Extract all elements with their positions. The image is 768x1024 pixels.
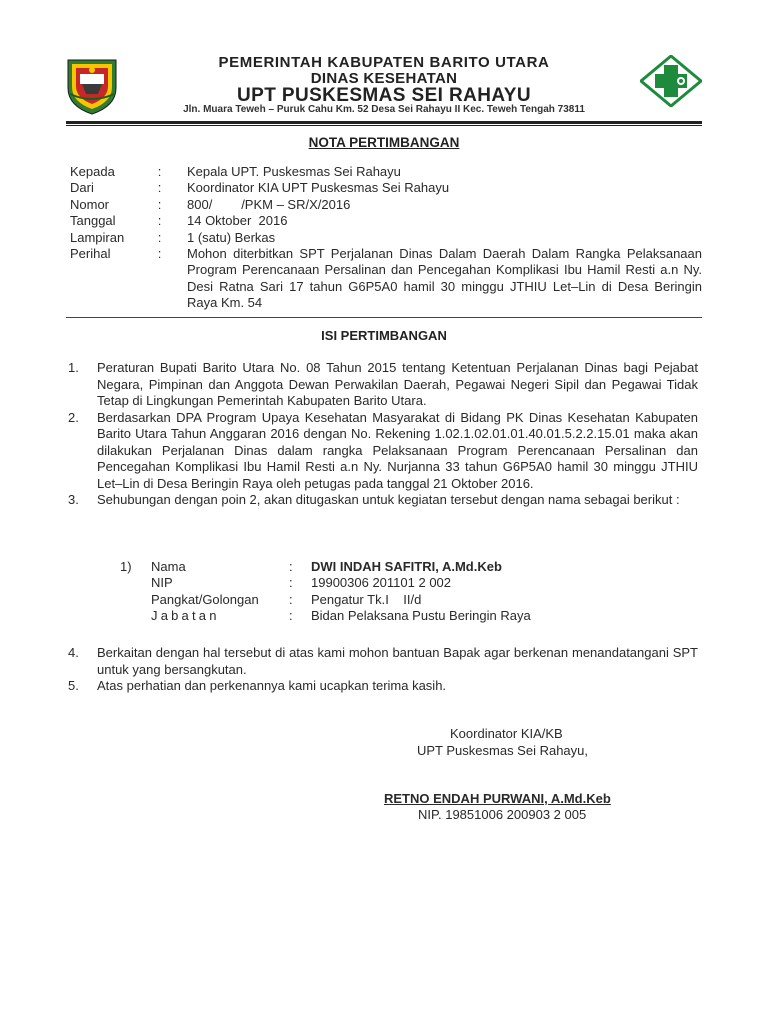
field-label: Tanggal: [70, 213, 116, 229]
list-item: [68, 678, 698, 695]
list-number: 4.: [68, 645, 79, 660]
list-text: Berkaitan dengan hal tersebut di atas kami mohon bantuan Bapak agar berkenan menandatangani SPT untuk yang bersangkutan.: [97, 645, 698, 677]
field-row-tanggal: [70, 213, 702, 229]
field-value: Koordinator KIA UPT Puskesmas Sei Rahayu: [187, 180, 450, 196]
assignee-label: Jabatan: [151, 607, 220, 623]
institution-name: UPT PUSKESMAS SEI RAHAYU: [237, 85, 531, 106]
assignee-colon: :: [289, 559, 293, 574]
list-text: Sehubungan dengan poin 2, akan ditugaskan untuk kegiatan tersebut dengan nama sebagai berikut :: [97, 492, 680, 507]
field-row-nomor: [70, 197, 702, 213]
field-row-perihal: [70, 246, 702, 312]
signatory-name: RETNO ENDAH PURWANI, A.Md.Keb: [384, 791, 611, 806]
field-colon: :: [157, 180, 162, 196]
considerations-list: [68, 360, 698, 509]
header-fields: [70, 164, 702, 312]
field-label: Dari: [70, 180, 94, 196]
list-item: [68, 645, 698, 678]
letterhead-divider-thick: [66, 121, 702, 124]
assignee-rank: Pengatur Tk.I II/d: [311, 591, 422, 607]
assignee-row-name: [120, 559, 680, 575]
assignee-colon: :: [289, 575, 293, 591]
field-value: Kepala UPT. Puskesmas Sei Rahayu: [187, 164, 401, 179]
list-number: 5.: [68, 678, 79, 693]
assignee-row-nip: [120, 575, 680, 591]
field-label: Perihal: [70, 246, 111, 262]
letterhead-divider-thin: [66, 125, 702, 126]
signatory-institution: UPT Puskesmas Sei Rahayu,: [417, 743, 588, 758]
list-item: [68, 492, 698, 509]
assignee-label: NIP: [151, 575, 173, 591]
list-item: [68, 360, 698, 410]
assignee-position: Bidan Pelaksana Pustu Beringin Raya: [311, 607, 531, 623]
field-colon: :: [157, 246, 162, 262]
list-text: Peraturan Bupati Barito Utara No. 08 Tahun 2015 tentang Ketentuan Perjalanan Dinas bagi Pejabat Negara, Pimpinan dan Anggota Dewan Perwakilan Daerah, Pegawai Negeri Sipil dan Pegawai Tidak Tetap di Lingkungan Pemerintah Kabupaten Barito Utara.: [97, 360, 698, 408]
field-label: Kepada: [70, 164, 115, 179]
field-label: Nomor: [70, 196, 110, 212]
field-row-lampiran: [70, 230, 702, 246]
field-value: 1 (satu) Berkas: [187, 229, 276, 245]
document-title: NOTA PERTIMBANGAN: [308, 135, 460, 150]
field-colon: :: [157, 213, 162, 229]
institution-address: Jln. Muara Teweh – Puruk Cahu Km. 52 Desa Sei Rahayu II Kec. Teweh Tengah 73811: [183, 104, 585, 115]
assignee-name: DWI INDAH SAFITRI, A.Md.Keb: [311, 559, 502, 574]
list-item: [68, 410, 698, 493]
government-name: PEMERINTAH KABUPATEN BARITO UTARA: [218, 54, 550, 71]
field-value: 14 Oktober 2016: [187, 213, 288, 229]
assignee-label: Nama: [151, 559, 186, 574]
signatory-nip: NIP. 19851006 200903 2 005: [418, 807, 587, 822]
assignee-number: 1): [120, 559, 132, 574]
department-name: DINAS KESEHATAN: [310, 70, 458, 87]
assignee-row-rank: [120, 592, 680, 608]
section-title: ISI PERTIMBANGAN: [321, 328, 447, 343]
assignee-nip: 19900306 201101 2 002: [311, 575, 452, 591]
list-number: 3.: [68, 492, 79, 507]
field-row-dari: [70, 180, 702, 196]
section-divider: [66, 317, 702, 318]
list-number: 2.: [68, 409, 79, 425]
field-label: Lampiran: [70, 229, 125, 245]
field-value: 800/ /PKM – SR/X/2016: [187, 196, 351, 212]
assignee-row-position: [120, 608, 680, 624]
assignee-label: Pangkat/Golongan: [151, 591, 259, 607]
assignee-block: [120, 559, 680, 624]
assignee-colon: :: [289, 607, 293, 623]
field-value: Mohon diterbitkan SPT Perjalanan Dinas Dalam Daerah Dalam Rangka Pelaksanaan Program Perencanaan Persalinan dan Pencegahan Komplikasi Ibu Hamil Resti a.n Ny. Desi Ratna Sari 17 tahun G6P5A0 hamil 30 minggu JTHIU Let–Lin di Desa Beringin Raya Km. 54: [187, 246, 702, 311]
assignee-colon: :: [289, 591, 293, 607]
field-colon: :: [157, 196, 162, 212]
signatory-title: Koordinator KIA/KB: [450, 726, 563, 741]
field-colon: :: [157, 229, 162, 245]
closing-list: [68, 645, 698, 695]
list-text: Berdasarkan DPA Program Upaya Kesehatan Masyarakat di Bidang PK Dinas Kesehatan Kabupaten Barito Utara Tahun Anggaran 2016 dengan No. Rekening 1.02.1.02.01.01.40.01.5.2.2.15.01 maka akan dilakukan Perjalanan Dinas dalam rangka Pelaksanaan Program Perencanaan Persalinan dan Pencegahan Komplikasi Ibu Hamil Resti a.n Ny. Nurjanna 33 tahun G6P5A0 hamil 30 minggu JTHIU Let–Lin di Desa Beringin Raya oleh petugas pada tanggal 21 Oktober 2016.: [97, 409, 698, 491]
field-row-kepada: [70, 164, 702, 180]
field-colon: :: [157, 164, 162, 179]
list-number: 1.: [68, 360, 79, 375]
list-text: Atas perhatian dan perkenannya kami ucapkan terima kasih.: [97, 678, 447, 693]
